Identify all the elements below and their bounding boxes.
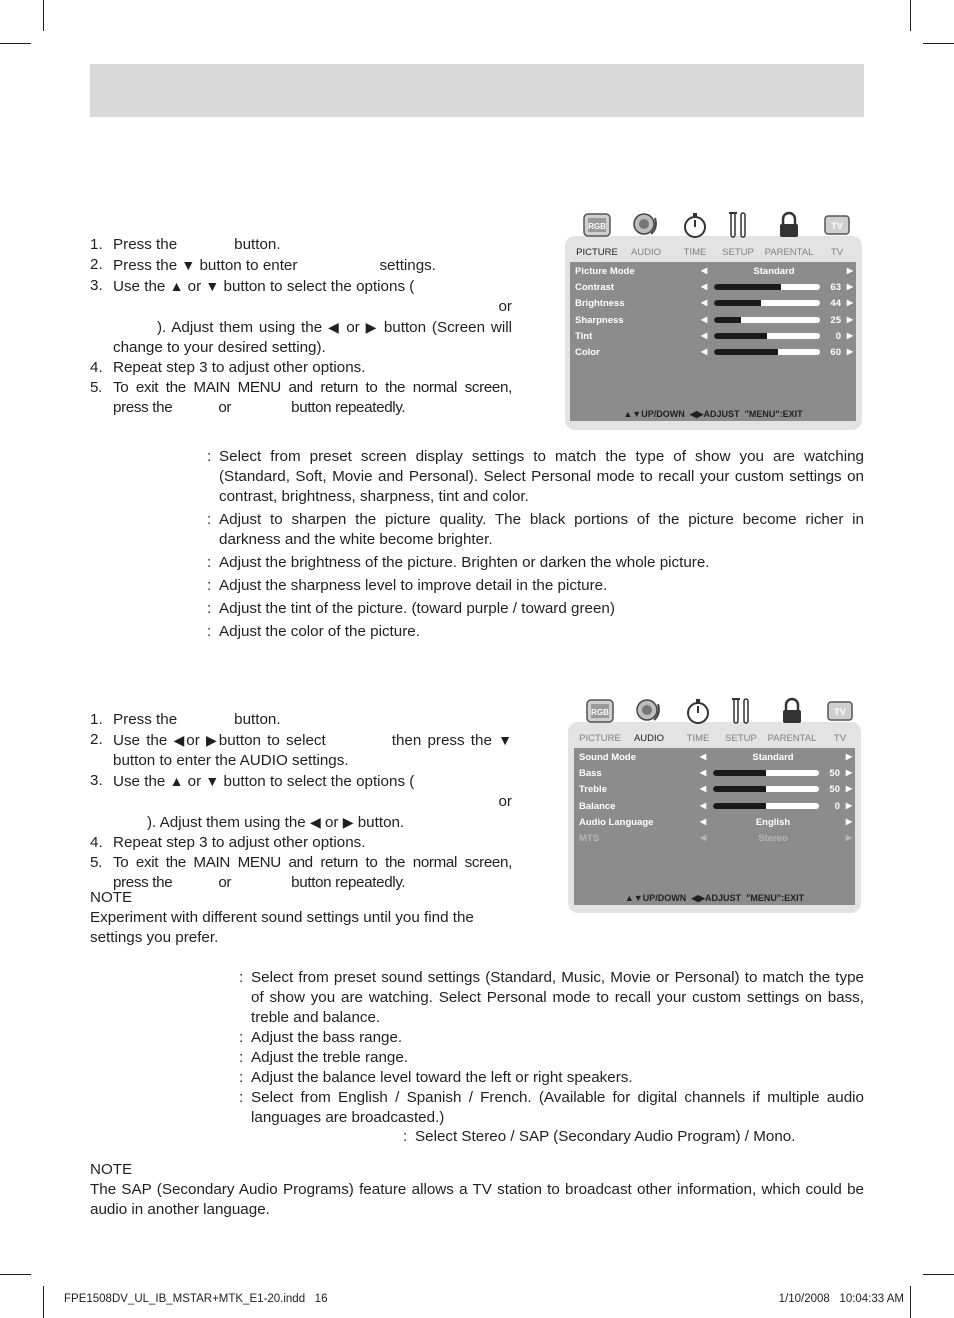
description-item: : Adjust the balance level toward the left or right speakers.	[239, 1069, 633, 1086]
tv-tab-icon	[825, 696, 855, 731]
level-fill	[714, 284, 781, 290]
left-arrow-icon: ◀	[700, 800, 707, 810]
menu-row-label: Sharpness	[575, 314, 624, 326]
tv-tab-icon	[822, 210, 852, 245]
level-fill	[713, 803, 766, 809]
step-text: then press the	[391, 732, 492, 749]
sap-note	[90, 1160, 864, 1220]
description-text: Adjust the color of the picture.	[219, 623, 420, 640]
speaker-tab-icon	[631, 210, 661, 245]
note-text: Experiment with different sound settings until you find the settings you prefer.	[90, 909, 474, 946]
menu-row-value: Standard	[753, 266, 795, 277]
level-bar	[714, 333, 820, 339]
right-arrow-icon: ▶	[846, 314, 853, 324]
lock-tab-icon	[774, 210, 804, 245]
picture-descriptions	[207, 447, 864, 642]
step-text: Use the	[113, 278, 166, 295]
description-text: Adjust the tint of the picture. (toward purple / toward green)	[219, 600, 615, 617]
level-bar	[714, 349, 820, 355]
svg-text:TV: TV	[834, 707, 846, 717]
step-text: ). Adjust them using the	[157, 319, 323, 336]
step-text: To exit the MAIN MENU and return to the normal screen, press the	[113, 854, 512, 891]
menu-screen	[574, 748, 855, 905]
right-arrow-icon: ▶	[846, 282, 853, 292]
up-arrow-icon: ▲	[169, 278, 184, 294]
menu-row-value: Standard	[752, 752, 794, 763]
left-arrow-icon: ◀	[700, 833, 707, 842]
step-number: 2.	[90, 731, 103, 748]
menu-row[interactable]	[574, 815, 855, 831]
tab-parental[interactable]: PARENTAL	[767, 733, 817, 744]
crop-mark	[923, 1274, 954, 1275]
step-text: Press the	[113, 711, 178, 728]
left-arrow-icon: ◀	[173, 732, 187, 748]
step-text: or	[187, 773, 202, 790]
step-item	[90, 833, 512, 853]
step-text: Repeat step 3 to adjust other options.	[113, 834, 366, 851]
step-text: button.	[234, 711, 281, 728]
footer-filename: FPE1508DV_UL_IB_MSTAR+MTK_E1-20.indd 16	[64, 1293, 328, 1305]
step-text: ). Adjust them using the	[147, 814, 306, 831]
step-text: or	[498, 793, 512, 810]
step-number: 2.	[90, 256, 103, 273]
menu-row-label: Audio Language	[579, 816, 654, 828]
audio-steps	[90, 710, 512, 893]
tab-time[interactable]: TIME	[686, 733, 710, 744]
tab-time[interactable]: TIME	[683, 247, 707, 258]
description-text: Adjust to sharpen the picture quality. The black portions of the picture become richer in darkness and the white become brighter.	[219, 511, 864, 548]
step-text: button repeatedly.	[291, 874, 406, 891]
crop-mark	[43, 0, 44, 31]
tab-setup[interactable]: SETUP	[722, 247, 754, 258]
description-text: Adjust the bass range.	[251, 1029, 403, 1046]
step-text: or	[346, 319, 360, 336]
step-text: or	[218, 399, 232, 416]
footer-updown: UP/DOWN	[641, 409, 685, 419]
stopwatch-tab-icon	[680, 210, 710, 245]
right-arrow-icon: ▶	[845, 800, 852, 810]
footer-exit: "MENU":EXIT	[746, 893, 805, 903]
note-title: NOTE	[90, 1161, 133, 1178]
step-item	[90, 730, 512, 771]
tab-audio[interactable]: AUDIO	[630, 247, 662, 258]
step-text: or	[187, 278, 202, 295]
footer-date: 1/10/2008 10:04:33 AM	[778, 1293, 904, 1305]
menu-row-label: Bass	[579, 768, 602, 780]
level-fill	[713, 786, 766, 792]
menu-row[interactable]	[570, 296, 856, 312]
audio-note	[90, 888, 512, 948]
menu-row-label: Brightness	[575, 298, 625, 310]
step-number: 3.	[90, 772, 103, 789]
note-text: The SAP (Secondary Audio Programs) feature allows a TV station to broadcast other information, which could be audio in another language.	[90, 1181, 864, 1218]
left-arrow-icon: ◀	[701, 266, 708, 275]
left-arrow-icon: ◀	[701, 347, 708, 356]
level-fill	[713, 770, 766, 776]
audio-descriptions	[239, 968, 864, 1128]
menu-row-number: 44	[830, 298, 841, 310]
crop-mark	[0, 43, 31, 44]
description-text: Select from preset screen display settings to match the type of show you are watching (Standard, Soft, Movie and Personal). Select Personal mode to recall your custom settings on contrast, brightness, sharpness, tint and color.	[219, 448, 864, 505]
footer-updown: UP/DOWN	[642, 893, 687, 903]
description-item: : Select from preset screen display settings to match the type of show you are watching (Standard, Soft, Movie and Personal). Select Personal mode to recall your custom settings on contrast, brightness, sharpness, tint and color.	[207, 448, 864, 505]
down-arrow-icon: ▼	[181, 257, 196, 273]
up-arrow-icon: ▲	[169, 773, 184, 789]
right-arrow-icon: ▶	[845, 833, 852, 842]
left-arrow-icon: ◀	[701, 282, 708, 292]
step-text: button to enter the AUDIO settings.	[113, 752, 349, 769]
footer-adjust: ADJUST	[703, 409, 740, 419]
crop-mark	[910, 0, 911, 31]
description-text: Adjust the brightness of the picture. Brighten or darken the whole picture.	[219, 554, 710, 571]
right-arrow-icon: ▶	[206, 732, 219, 748]
tab-tv[interactable]: TV	[830, 247, 844, 258]
step-number: 4.	[90, 834, 103, 851]
crop-mark	[0, 1274, 31, 1275]
header-bar	[90, 64, 864, 117]
step-item	[90, 710, 512, 730]
level-bar	[714, 317, 820, 323]
down-arrow-icon: ▼	[498, 732, 512, 748]
menu-row-label: Sound Mode	[579, 752, 636, 763]
description-text: Select from English / Spanish / French. (Available for digital channels if multiple audio languages are broadcasted.)	[251, 1089, 864, 1126]
svg-text:RGB: RGB	[588, 222, 606, 231]
right-arrow-icon: ▶	[846, 266, 853, 275]
picture-tab-icon	[582, 210, 612, 245]
mts-description	[403, 1127, 864, 1147]
step-number: 1.	[90, 236, 103, 253]
menu-row-number: 0	[834, 800, 840, 812]
step-item	[90, 235, 512, 255]
description-item: : Adjust the sharpness level to improve detail in the picture.	[207, 577, 608, 594]
crop-mark	[910, 1286, 911, 1318]
tab-setup[interactable]: SETUP	[725, 733, 757, 744]
picture-tab-icon	[585, 696, 615, 731]
level-fill	[714, 333, 767, 339]
menu-row[interactable]	[570, 345, 856, 361]
right-arrow-icon: ▶	[846, 347, 853, 356]
left-arrow-icon: ◀	[700, 768, 707, 778]
description-text: Adjust the treble range.	[251, 1049, 409, 1066]
stopwatch-tab-icon	[683, 696, 713, 731]
description-text: Adjust the balance level toward the left or right speakers.	[251, 1069, 633, 1086]
step-text: settings.	[379, 257, 436, 274]
tab-picture[interactable]: PICTURE	[576, 247, 618, 258]
picture-menu-screenshot	[565, 221, 862, 430]
level-bar	[713, 770, 819, 776]
menu-row[interactable]	[574, 782, 855, 798]
step-number: 5.	[90, 854, 102, 871]
menu-row-value: Stereo	[758, 833, 788, 844]
step-text: or	[324, 814, 339, 831]
menu-footer: ▲▼UP/DOWN ◀▶ADJUST "MENU":EXIT	[623, 409, 803, 419]
left-arrow-icon: ◀	[701, 298, 708, 308]
description-item: : Adjust the tint of the picture. (toward purple / toward green)	[207, 600, 615, 617]
menu-row-label: MTS	[579, 833, 600, 844]
svg-text:TV: TV	[831, 221, 843, 231]
tab-parental[interactable]: PARENTAL	[764, 247, 814, 258]
crop-mark	[923, 43, 954, 44]
level-fill	[714, 317, 741, 323]
step-number: 4.	[90, 359, 103, 376]
description-text: Select Stereo / SAP (Secondary Audio Program) / Mono.	[415, 1128, 796, 1145]
step-text: button.	[234, 236, 281, 253]
down-arrow-icon: ▼	[205, 773, 220, 789]
menu-screen	[570, 262, 856, 421]
step-text: button to select the options (	[223, 278, 415, 295]
tab-picture[interactable]: PICTURE	[579, 733, 621, 744]
note-title: NOTE	[90, 889, 133, 906]
level-bar	[713, 786, 819, 792]
right-arrow-icon: ▶	[845, 752, 852, 761]
right-arrow-icon: ▶	[845, 784, 852, 794]
description-item: : Adjust to sharpen the picture quality. The black portions of the picture become richer in darkness and the white become brighter.	[207, 511, 864, 548]
tools-tab-icon	[723, 210, 753, 245]
step-text: or	[498, 298, 512, 315]
down-arrow-icon: ▼	[205, 278, 220, 294]
level-fill	[714, 349, 778, 355]
step-text: Press the	[113, 236, 178, 253]
menu-row[interactable]	[570, 280, 856, 296]
description-text: Adjust the sharpness level to improve detail in the picture.	[219, 577, 608, 594]
right-arrow-icon: ▶	[845, 768, 852, 778]
step-item	[90, 771, 512, 833]
step-text: or	[186, 732, 200, 749]
description-item: : Adjust the brightness of the picture. Brighten or darken the whole picture.	[207, 554, 710, 571]
tab-tv[interactable]: TV	[833, 733, 847, 744]
right-arrow-icon: ▶	[342, 814, 354, 830]
description-item: : Select from preset sound settings (Standard, Music, Movie or Personal) to match the type of show you are watching. Select Personal mode to recall your custom settings on bass, treble and balance.	[239, 969, 864, 1026]
step-text: Use the	[113, 732, 168, 749]
right-arrow-icon: ▶	[846, 330, 853, 340]
step-text: Use the	[113, 773, 166, 790]
step-item	[90, 255, 512, 276]
menu-row-number: 63	[830, 282, 841, 294]
step-text: Press the	[113, 257, 178, 274]
step-text: or	[218, 874, 232, 891]
step-number: 5.	[90, 379, 102, 396]
menu-row-label: Balance	[579, 800, 616, 812]
tools-tab-icon	[726, 696, 756, 731]
menu-row-number: 0	[835, 330, 841, 342]
tab-audio[interactable]: AUDIO	[633, 733, 665, 744]
step-text: button.	[357, 814, 405, 831]
footer-exit: "MENU":EXIT	[744, 409, 803, 419]
left-arrow-icon: ◀	[309, 814, 321, 830]
level-fill	[714, 300, 761, 306]
step-text: button to select	[218, 732, 326, 749]
step-text: button to select the options (	[223, 773, 415, 790]
left-arrow-icon: ◀	[700, 752, 707, 761]
menu-row[interactable]	[574, 799, 855, 815]
crop-mark	[43, 1286, 44, 1318]
right-arrow-icon: ▶	[846, 298, 853, 308]
menu-row[interactable]	[570, 313, 856, 329]
menu-row-label: Treble	[579, 784, 607, 796]
menu-row-number: 50	[829, 768, 840, 780]
description-text: Select from preset sound settings (Standard, Music, Movie or Personal) to match the type of show you are watching. Select Personal mode to recall your custom settings on bass, treble and balance.	[251, 969, 864, 1026]
step-text: button (Screen will change to your desired setting).	[113, 319, 512, 356]
level-bar	[714, 300, 820, 306]
picture-steps	[90, 235, 512, 418]
step-text: Repeat step 3 to adjust other options.	[113, 359, 366, 376]
step-item	[90, 276, 512, 358]
speaker-tab-icon	[634, 696, 664, 731]
menu-row-value: English	[755, 816, 791, 828]
left-arrow-icon: ◀	[700, 784, 707, 794]
menu-row[interactable]	[574, 766, 855, 782]
menu-footer: ▲▼UP/DOWN ◀▶ADJUST "MENU":EXIT	[624, 893, 805, 903]
svg-text:RGB: RGB	[591, 708, 609, 717]
step-text: button repeatedly.	[291, 399, 406, 416]
footer-adjust: ADJUST	[705, 893, 742, 903]
description-item: : Adjust the treble range.	[239, 1049, 409, 1066]
level-bar	[714, 284, 820, 290]
menu-row[interactable]	[574, 831, 855, 847]
step-number: 3.	[90, 277, 103, 294]
level-bar	[713, 803, 819, 809]
step-item	[90, 853, 512, 893]
menu-row-label: Color	[575, 347, 600, 358]
menu-row-label: Picture Mode	[575, 266, 635, 277]
menu-row-number: 25	[830, 314, 841, 326]
right-arrow-icon: ▶	[845, 816, 852, 826]
lock-tab-icon	[777, 696, 807, 731]
menu-row[interactable]	[570, 329, 856, 345]
menu-row[interactable]	[574, 750, 855, 766]
audio-menu-screenshot	[568, 707, 861, 913]
step-item	[90, 358, 512, 378]
step-item	[90, 378, 512, 418]
description-item: : Adjust the color of the picture.	[207, 623, 420, 640]
menu-row-number: 60	[830, 347, 841, 358]
menu-row[interactable]	[570, 264, 856, 280]
left-arrow-icon: ◀	[701, 330, 708, 340]
step-text: button to enter	[199, 257, 298, 274]
step-text: To exit the MAIN MENU and return to the normal screen, press the	[113, 379, 512, 416]
right-arrow-icon: ▶	[365, 319, 378, 335]
description-item: : Select Stereo / SAP (Secondary Audio Program) / Mono.	[403, 1128, 796, 1145]
description-item: : Select from English / Spanish / French. (Available for digital channels if multiple audio languages are broadcasted.)	[239, 1089, 864, 1126]
left-arrow-icon: ◀	[700, 816, 707, 826]
left-arrow-icon: ◀	[328, 319, 341, 335]
step-number: 1.	[90, 711, 103, 728]
menu-row-label: Contrast	[575, 282, 615, 294]
menu-row-label: Tint	[575, 330, 593, 342]
menu-row-number: 50	[829, 784, 840, 796]
left-arrow-icon: ◀	[701, 314, 708, 324]
description-item: : Adjust the bass range.	[239, 1029, 403, 1046]
